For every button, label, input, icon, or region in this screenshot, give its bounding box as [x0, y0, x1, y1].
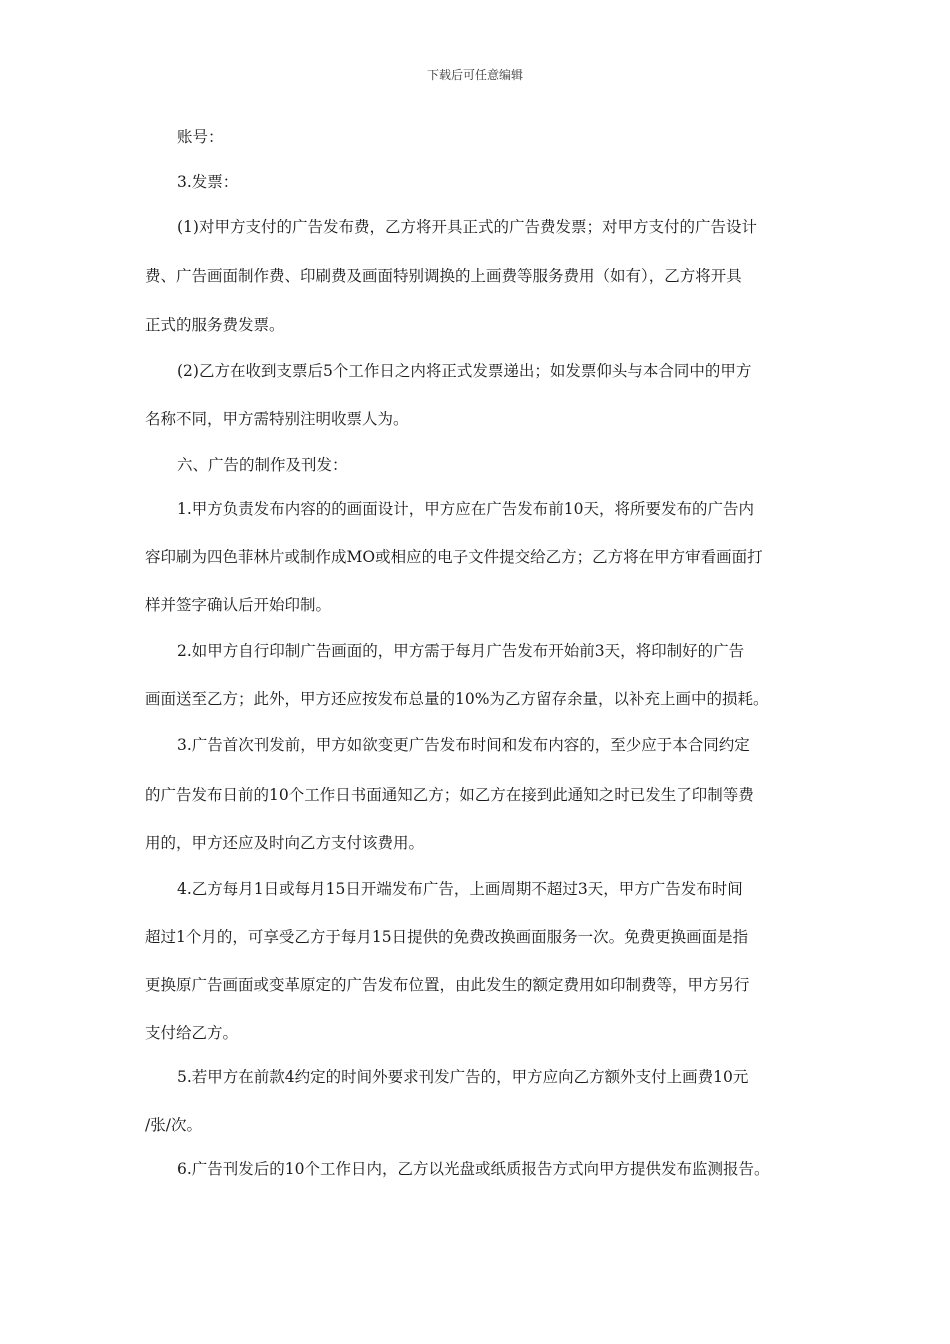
- paragraph-line: 3.发票：: [177, 173, 239, 191]
- paragraph-line: 容印刷为四色菲林片或制作成MO或相应的电子文件提交给乙方；乙方将在甲方审看画面打: [145, 548, 763, 566]
- paragraph-line: 账号：: [177, 128, 224, 146]
- paragraph-line: (1)对甲方支付的广告发布费，乙方将开具正式的广告费发票；对甲方支付的广告设计: [177, 218, 757, 236]
- paragraph-line: /张/次。: [145, 1116, 202, 1134]
- paragraph-line: 超过1个月的，可享受乙方于每月15日提供的免费改换画面服务一次。免费更换画面是指: [145, 928, 749, 946]
- page-header: 下载后可任意编辑: [426, 68, 523, 82]
- paragraph-line: 正式的服务费发票。: [145, 316, 285, 334]
- paragraph-line: 4.乙方每月1日或每月15日开端发布广告，上画周期不超过3天，甲方广告发布时间: [177, 880, 743, 898]
- paragraph-line: 名称不同，甲方需特别注明收票人为。: [145, 410, 409, 428]
- paragraph-line: 画面送至乙方；此外，甲方还应按发布总量的10%为乙方留存余量，以补充上画中的损耗。: [145, 690, 769, 708]
- paragraph-line: 5.若甲方在前款4约定的时间外要求刊发广告的，甲方应向乙方额外支付上画费10元: [177, 1068, 749, 1086]
- paragraph-line: (2)乙方在收到支票后5个工作日之内将正式发票递出；如发票仰头与本合同中的甲方: [177, 362, 752, 380]
- paragraph-line: 1.甲方负责发布内容的的画面设计，甲方应在广告发布前10天，将所要发布的广告内: [177, 500, 755, 518]
- paragraph-line: 更换原广告画面或变革原定的广告发布位置，由此发生的额定费用如印制费等，甲方另行: [145, 976, 750, 994]
- paragraph-line: 样并签字确认后开始印制。: [145, 596, 332, 614]
- paragraph-line: 3.广告首次刊发前，甲方如欲变更广告发布时间和发布内容的，至少应于本合同约定: [177, 736, 750, 754]
- paragraph-line: 支付给乙方。: [145, 1024, 239, 1042]
- section-heading: 六、广告的制作及刊发：: [177, 456, 348, 474]
- paragraph-line: 6.广告刊发后的10个工作日内，乙方以光盘或纸质报告方式向甲方提供发布监测报告。: [177, 1160, 770, 1178]
- paragraph-line: 的广告发布日前的10个工作日书面通知乙方；如乙方在接到此通知之时已发生了印制等费: [145, 786, 754, 804]
- paragraph-line: 用的，甲方还应及时向乙方支付该费用。: [145, 834, 425, 852]
- paragraph-line: 2.如甲方自行印制广告画面的，甲方需于每月广告发布开始前3天，将印制好的广告: [177, 642, 745, 660]
- paragraph-line: 费、广告画面制作费、印刷费及画面特别调换的上画费等服务费用（如有），乙方将开具: [145, 267, 742, 285]
